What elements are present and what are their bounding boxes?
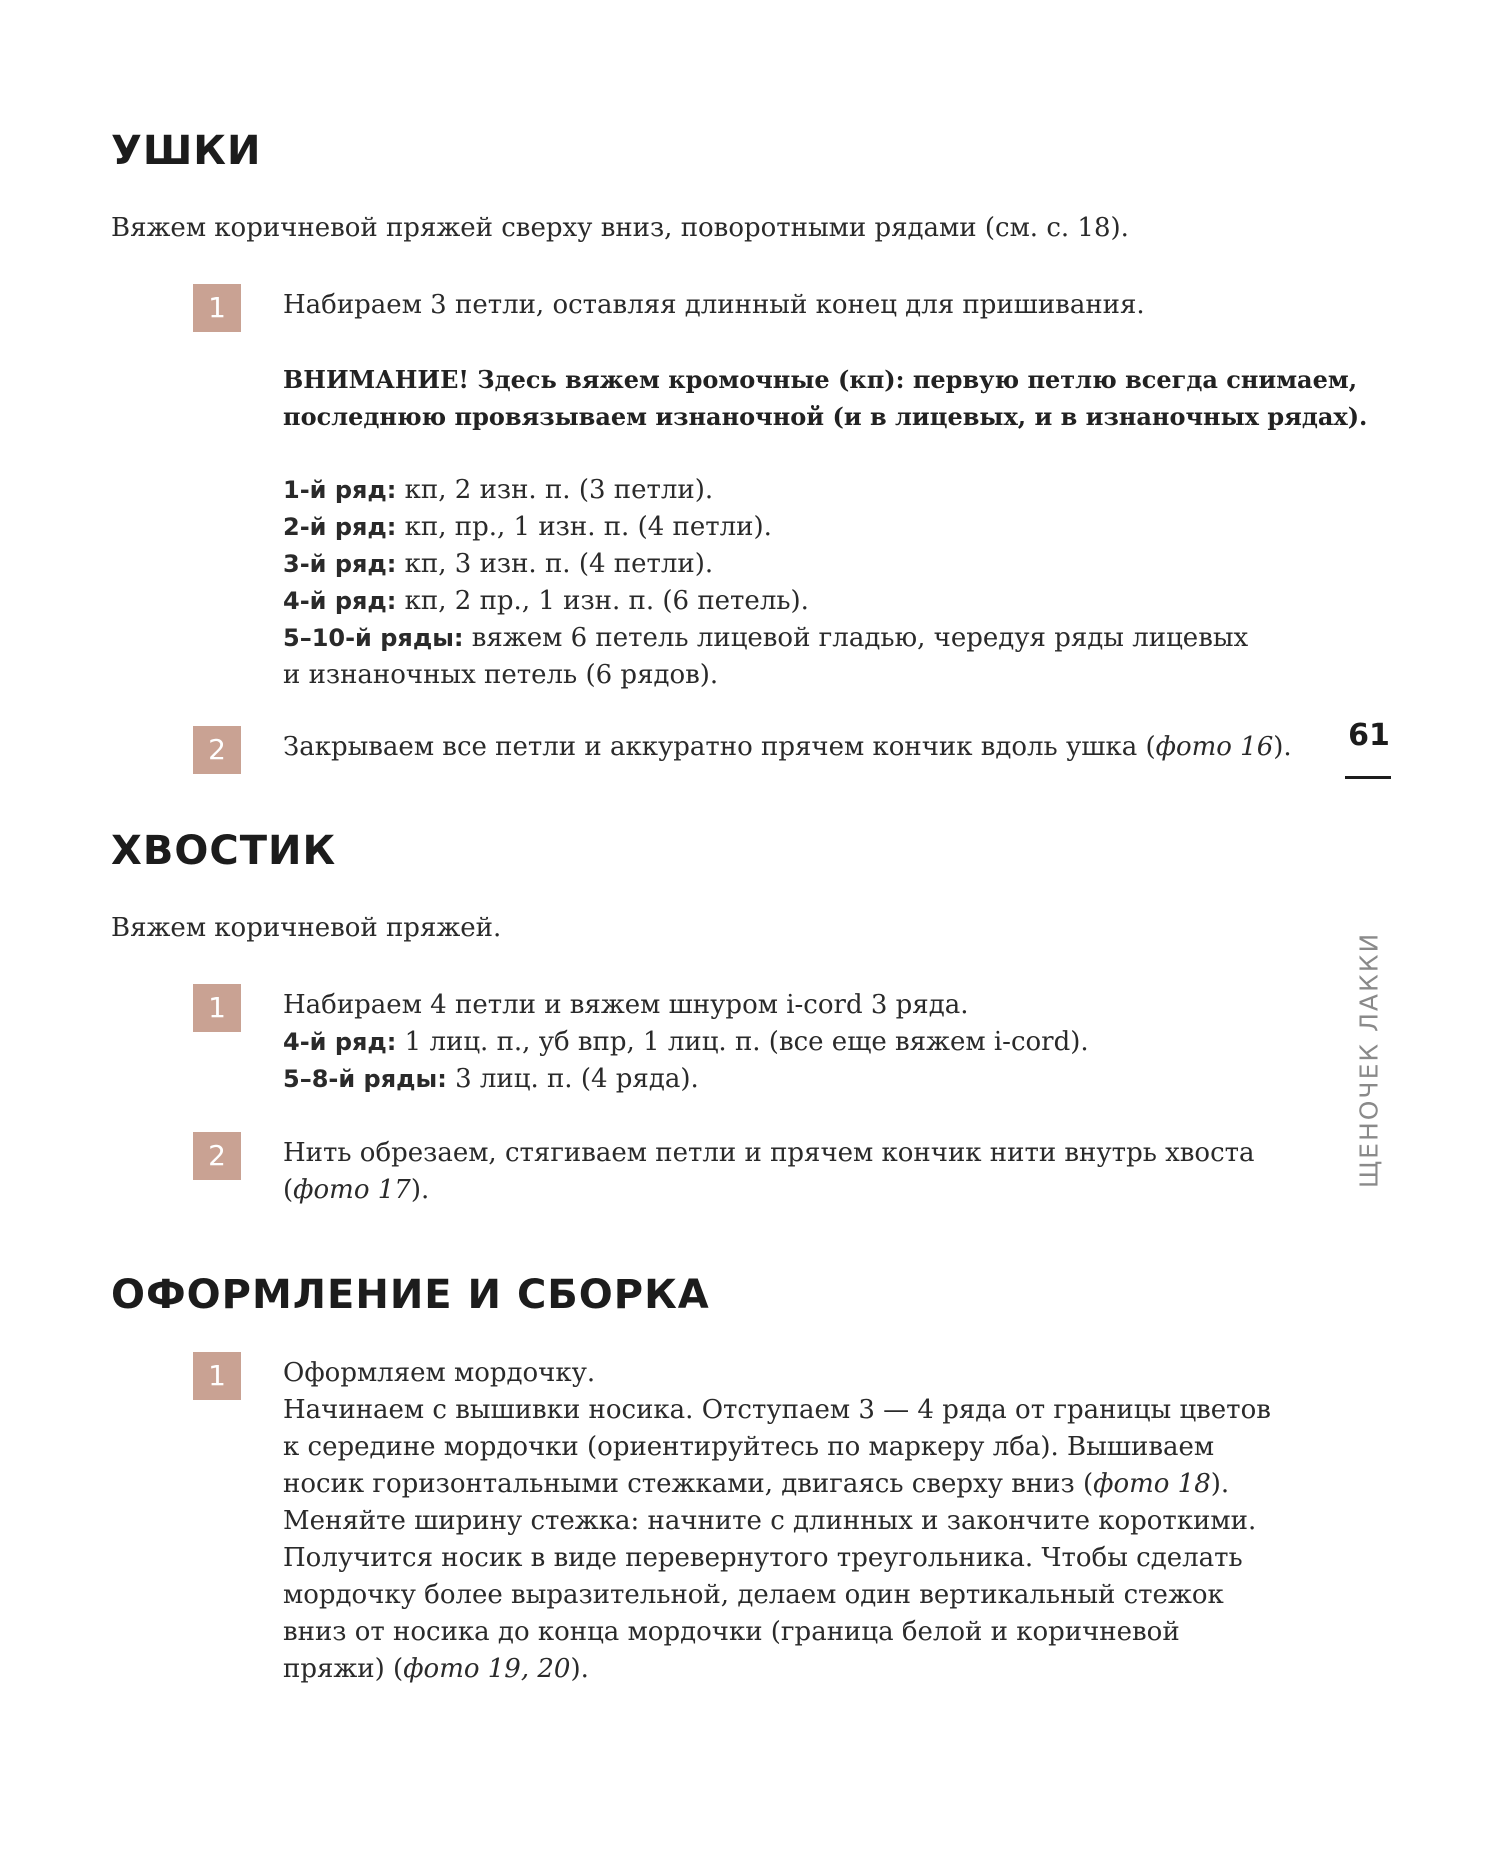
ears-row-5-10	[283, 620, 1313, 657]
tail-step-1-badge: 1	[193, 984, 241, 1032]
text-part: Закрываем все петли и аккуратно прячем кончик вдоль ушка (	[283, 732, 1156, 762]
assembly-line-4	[283, 1466, 1313, 1503]
row-text: кп, 3 изн. п. (4 петли).	[396, 549, 714, 579]
row-label: 2-й ряд:	[283, 513, 397, 541]
row-text: кп, пр., 1 изн. п. (4 петли).	[396, 512, 772, 542]
ears-row-4	[283, 583, 1313, 620]
row-text: 1 лиц. п., уб впр, 1 лиц. п. (все еще вяжем i-cord).	[396, 1027, 1089, 1057]
assembly-step-1	[283, 1355, 1313, 1688]
assembly-line-8: вниз от носика до конца мордочки (граница белой и коричневой	[283, 1617, 1180, 1647]
assembly-line-6: Получится носик в виде перевернутого треугольника. Чтобы сделать	[283, 1543, 1243, 1573]
ears-warning-line-1: ВНИМАНИЕ! Здесь вяжем кромочные (кп): первую петлю всегда снимаем,	[283, 365, 1358, 394]
section-title-assembly: ОФОРМЛЕНИЕ И СБОРКА	[111, 1272, 710, 1318]
text-part: ).	[1210, 1469, 1230, 1499]
section-title-ears: УШКИ	[111, 128, 262, 174]
text-part: ).	[410, 1175, 430, 1205]
ears-row-3	[283, 546, 1313, 583]
row-label: 4-й ряд:	[283, 587, 397, 615]
text-part: ).	[570, 1654, 589, 1684]
running-title: ЩЕНОЧЕК ЛАККИ	[1354, 931, 1384, 1189]
row-text: кп, 2 пр., 1 изн. п. (6 петель).	[396, 586, 809, 616]
tail-step-1	[283, 987, 1313, 1098]
row-text: кп, 2 изн. п. (3 петли).	[396, 475, 714, 505]
ears-step-1	[283, 287, 1368, 694]
ears-step-2	[283, 729, 1313, 766]
tail-step-2-line-1: Нить обрезаем, стягиваем петли и прячем кончик нити внутрь хвоста	[283, 1138, 1255, 1168]
row-text: 3 лиц. п. (4 ряда).	[446, 1064, 699, 1094]
row-label: 3-й ряд:	[283, 550, 397, 578]
ears-row-5-10-continued: и изнаночных петель (6 рядов).	[283, 660, 719, 690]
assembly-line-9	[283, 1651, 1313, 1688]
assembly-line-3: к середине мордочки (ориентируйтесь по маркеру лба). Вышиваем	[283, 1432, 1215, 1462]
tail-step-2-badge: 2	[193, 1132, 241, 1180]
ears-step-2-badge: 2	[193, 726, 241, 774]
row-label: 5–10-й ряды:	[283, 624, 464, 652]
photo-ref: фото 19, 20	[403, 1654, 571, 1684]
ears-warning-line-2: последнюю провязываем изнаночной (и в лицевых, и в изнаночных рядах).	[283, 402, 1368, 431]
page-number: 61	[1348, 718, 1390, 753]
photo-ref: фото 16	[1155, 732, 1274, 762]
ears-intro: Вяжем коричневой пряжей сверху вниз, поворотными рядами (см. с. 18).	[111, 213, 1129, 243]
assembly-step-1-badge: 1	[193, 1352, 241, 1400]
photo-ref: фото 18	[1093, 1469, 1211, 1499]
assembly-line-2: Начинаем с вышивки носика. Отступаем 3 — 4 ряда от границы цветов	[283, 1395, 1271, 1425]
row-label: 5–8-й ряды:	[283, 1065, 447, 1093]
section-title-tail: ХВОСТИК	[111, 828, 337, 874]
text-part: (	[283, 1175, 294, 1205]
ears-row-1	[283, 472, 1313, 509]
ears-step-1-text: Набираем 3 петли, оставляя длинный конец для пришивания.	[283, 290, 1145, 320]
text-part: пряжи) (	[283, 1654, 404, 1684]
ears-step-1-badge: 1	[193, 284, 241, 332]
assembly-line-5: Меняйте ширину стежка: начните с длинных и закончите короткими.	[283, 1506, 1257, 1536]
assembly-line-1: Оформляем мордочку.	[283, 1358, 596, 1388]
text-part: носик горизонтальными стежками, двигаясь сверху вниз (	[283, 1469, 1094, 1499]
row-label: 1-й ряд:	[283, 476, 397, 504]
ears-step-2-text	[283, 729, 1313, 766]
assembly-line-7: мордочку более выразительной, делаем один вертикальный стежок	[283, 1580, 1224, 1610]
photo-ref: фото 17	[293, 1175, 411, 1205]
tail-step-2	[283, 1135, 1313, 1209]
page-number-rule	[1345, 776, 1391, 779]
text-part: ).	[1273, 732, 1292, 762]
row-text: вяжем 6 петель лицевой гладью, чередуя ряды лицевых	[463, 623, 1249, 653]
tail-step-1-text: Набираем 4 петли и вяжем шнуром i-cord 3 ряда.	[283, 990, 969, 1020]
tail-row-4	[283, 1024, 1313, 1061]
ears-row-2	[283, 509, 1313, 546]
tail-intro: Вяжем коричневой пряжей.	[111, 913, 502, 943]
row-label: 4-й ряд:	[283, 1028, 397, 1056]
tail-row-5-8	[283, 1061, 1313, 1098]
tail-step-2-line-2	[283, 1172, 1313, 1209]
